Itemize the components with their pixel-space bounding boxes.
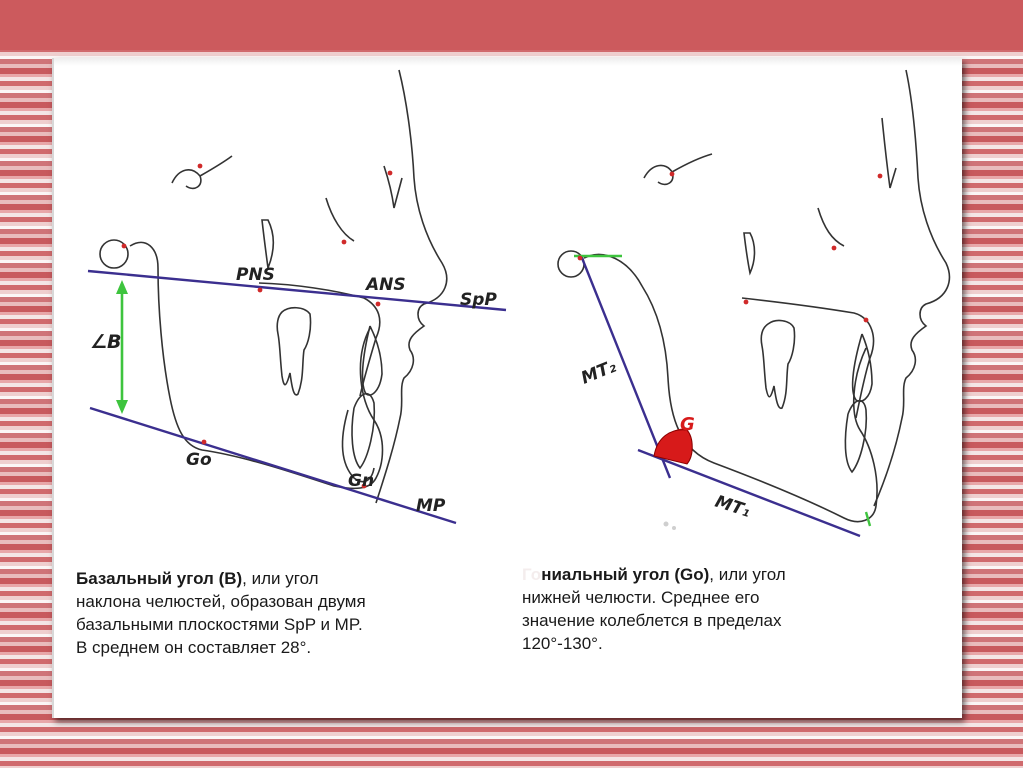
caption-left-line2: наклона челюстей, образован двумя [76, 592, 366, 611]
label-pns: PNS [236, 265, 275, 285]
left-ptm-fissure [262, 220, 273, 268]
caption-right-line3: значение колеблется в пределах [522, 611, 782, 630]
caption-right-title: ниальный угол (Go) [541, 565, 710, 584]
mt1-line [638, 450, 860, 536]
left-orbit [326, 198, 354, 241]
label-mt2: MT₂ [578, 356, 620, 389]
caption-left [76, 567, 496, 659]
caption-left-line4: В среднем он составляет 28°. [76, 638, 312, 657]
label-ans: ANS [366, 275, 406, 295]
label-gn: Gn [348, 471, 375, 491]
left-lower-incisor [352, 394, 374, 468]
caption-right-line4: 120°-130°. [522, 634, 603, 653]
right-facial-profile [874, 70, 949, 506]
left-nasal-bone [384, 166, 402, 208]
caption-right-rest1: , или угол [709, 565, 786, 584]
scan-artifacts [664, 522, 677, 531]
label-go: Go [186, 450, 212, 470]
caption-right [522, 563, 942, 655]
label-angle-b: ∠B [90, 331, 122, 353]
right-landmarks [578, 172, 883, 323]
left-molar [277, 308, 310, 395]
right-nasal-bone [882, 118, 896, 188]
label-spp: SpP [460, 290, 497, 310]
cephalometric-diagrams [54, 58, 962, 558]
caption-left-title: Базальный угол (B) [76, 569, 243, 588]
right-ptm-fissure [744, 233, 755, 273]
right-orbit [818, 208, 844, 246]
slide-card [52, 58, 962, 718]
caption-left-rest1: , или угол [242, 569, 319, 588]
right-mandible [584, 254, 877, 521]
right-diagram [558, 70, 949, 522]
caption-left-line3: базальными плоскостями SpP и MP. [76, 615, 363, 634]
left-planes [88, 271, 506, 523]
caption-right-line2: нижней челюсти. Среднее его [522, 588, 760, 607]
label-g: G [680, 414, 695, 435]
left-maxilla [259, 283, 380, 396]
right-sella [644, 154, 712, 184]
label-mp: MP [416, 496, 446, 516]
mp-line [90, 408, 456, 523]
label-mt1: MT₁ [712, 491, 753, 522]
caption-right-prefix: Го [522, 565, 542, 584]
header-band [0, 0, 1023, 50]
left-sella [172, 156, 232, 188]
right-molar [761, 321, 794, 409]
